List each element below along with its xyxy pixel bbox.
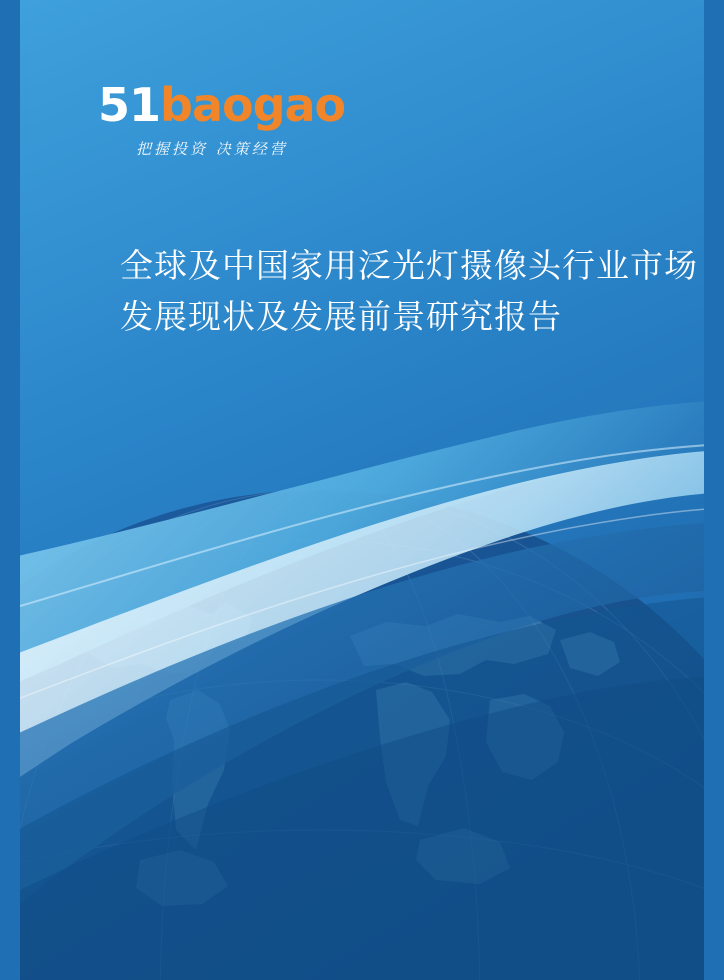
cover-background — [20, 0, 704, 980]
logo-prefix: 51 — [98, 78, 161, 132]
logo-wordmark — [98, 78, 358, 132]
logo-name: baogao — [160, 78, 346, 132]
brand-logo — [98, 78, 358, 168]
cover-title: 全球及中国家用泛光灯摄像头行业市场发展现状及发展前景研究报告 — [120, 246, 698, 337]
logo-tagline: 把握投资 决策经营 — [136, 140, 288, 158]
